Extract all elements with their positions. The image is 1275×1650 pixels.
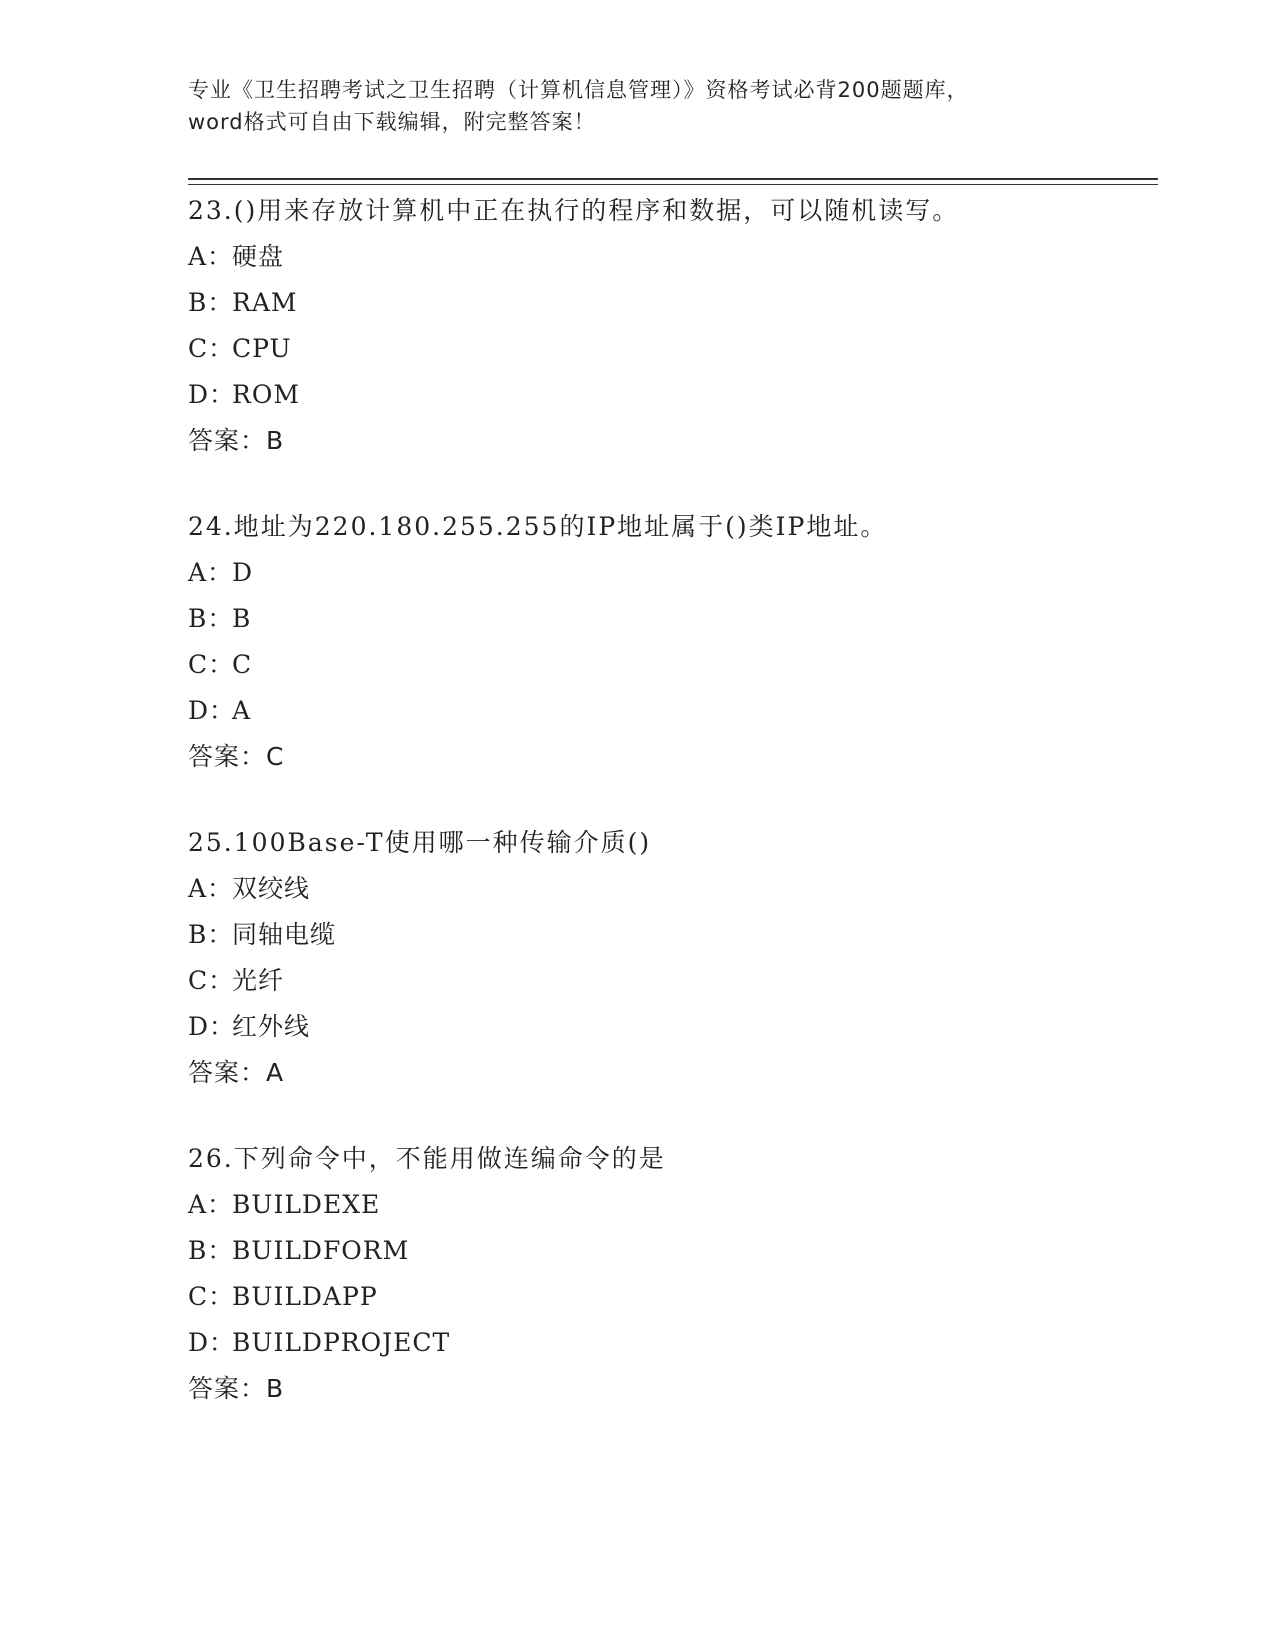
option-text: ROM <box>232 380 300 409</box>
option-text: 硬盘 <box>232 242 285 271</box>
answer-line: 答案：B <box>188 426 285 455</box>
option-b <box>188 912 1158 958</box>
option-text: 红外线 <box>232 1012 311 1041</box>
option-key: A： <box>188 1190 234 1219</box>
option-text: CPU <box>232 334 292 363</box>
option-a <box>188 234 1158 280</box>
option-key: D： <box>188 1012 236 1041</box>
option-key: C： <box>188 966 235 995</box>
answer-line: 答案：B <box>188 1374 285 1403</box>
option-b <box>188 1228 1158 1274</box>
header-line-2: word格式可自由下载编辑，附完整答案！ <box>188 110 596 134</box>
option-text: 双绞线 <box>232 874 311 903</box>
option-text: A <box>232 696 252 725</box>
option-d <box>188 1004 1158 1050</box>
option-text: D <box>232 558 254 587</box>
option-text: C <box>232 650 253 679</box>
question-25 <box>188 820 1158 1096</box>
option-text: 同轴电缆 <box>232 920 337 949</box>
option-key: A： <box>188 558 234 587</box>
option-c <box>188 326 1158 372</box>
option-key: D： <box>188 696 236 725</box>
option-c <box>188 642 1158 688</box>
option-text: BUILDEXE <box>232 1190 381 1219</box>
option-key: D： <box>188 380 236 409</box>
option-key: A： <box>188 242 234 271</box>
option-key: D： <box>188 1328 236 1357</box>
option-c <box>188 1274 1158 1320</box>
option-a <box>188 1182 1158 1228</box>
option-d <box>188 1320 1158 1366</box>
answer-line: 答案：A <box>188 1058 285 1087</box>
option-d <box>188 372 1158 418</box>
option-text: RAM <box>232 288 298 317</box>
option-text: 光纤 <box>232 966 285 995</box>
header-divider-thick <box>188 178 1158 180</box>
option-key: B： <box>188 604 234 633</box>
answer-line: 答案：C <box>188 742 285 771</box>
option-key: B： <box>188 288 234 317</box>
option-key: B： <box>188 1236 234 1265</box>
option-text: BUILDFORM <box>232 1236 410 1265</box>
option-b <box>188 596 1158 642</box>
option-key: C： <box>188 650 235 679</box>
option-c <box>188 958 1158 1004</box>
option-text: BUILDPROJECT <box>232 1328 451 1357</box>
option-text: B <box>232 604 252 633</box>
option-key: B： <box>188 920 234 949</box>
option-text: BUILDAPP <box>232 1282 378 1311</box>
option-key: A： <box>188 874 234 903</box>
question-26 <box>188 1136 1158 1412</box>
option-a <box>188 866 1158 912</box>
option-a <box>188 550 1158 596</box>
option-key: C： <box>188 334 235 363</box>
question-stem: 25.100Base-T使用哪一种传输介质() <box>188 828 652 857</box>
question-23 <box>188 188 1158 464</box>
option-b <box>188 280 1158 326</box>
document-header <box>188 74 1088 138</box>
header-divider-thin <box>188 184 1158 185</box>
question-stem: 23.()用来存放计算机中正在执行的程序和数据，可以随机读写。 <box>188 196 960 225</box>
option-d <box>188 688 1158 734</box>
question-stem: 24.地址为220.180.255.255的IP地址属于()类IP地址。 <box>188 512 888 541</box>
header-line-1: 专业《卫生招聘考试之卫生招聘（计算机信息管理）》资格考试必背200题题库， <box>188 78 969 102</box>
question-stem: 26.下列命令中，不能用做连编命令的是 <box>188 1144 666 1173</box>
question-24 <box>188 504 1158 780</box>
option-key: C： <box>188 1282 235 1311</box>
